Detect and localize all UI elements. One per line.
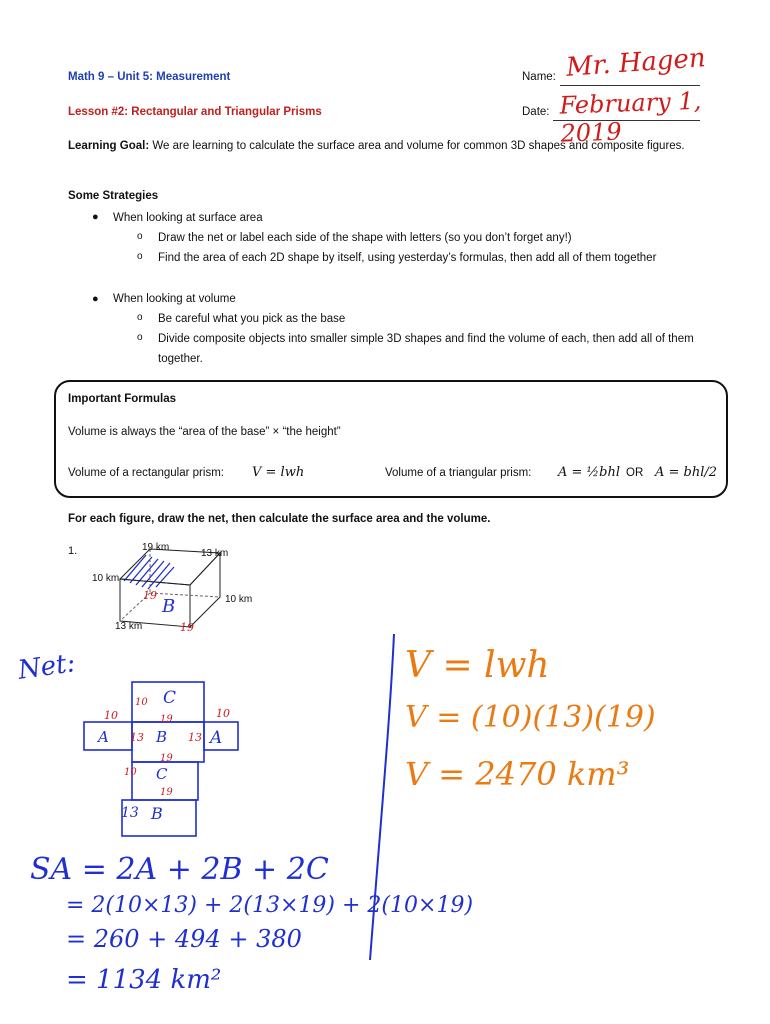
annot-face-b: B bbox=[162, 596, 176, 617]
name-label: Name: bbox=[522, 71, 556, 83]
dim-top-depth: 13 km bbox=[201, 548, 229, 559]
circle-bullet-icon: o bbox=[137, 251, 143, 262]
learning-goal-label: Learning Goal: bbox=[68, 140, 150, 152]
sa-line-1: SA = 2A + 2B + 2C bbox=[30, 852, 329, 887]
strategy-subitem: Draw the net or label each side of the shape with letters (so you don’t forget any!) bbox=[158, 232, 572, 244]
volume-line-2: V = (10)(13)(19) bbox=[405, 700, 656, 735]
or-label: OR bbox=[626, 467, 644, 479]
dim-top-length: 19 km bbox=[142, 542, 170, 553]
tri-prism-formula-1: A = ½bhl bbox=[558, 465, 620, 480]
net-a-left-top: 10 bbox=[104, 709, 118, 722]
net-c2-side: 10 bbox=[124, 767, 137, 778]
course-title: Math 9 – Unit 5: Measurement bbox=[68, 71, 231, 83]
instruction: For each figure, draw the net, then calculate the surface area and the volume. bbox=[68, 513, 491, 525]
net-c1-side: 10 bbox=[135, 697, 148, 708]
circle-bullet-icon: o bbox=[137, 332, 143, 343]
tri-prism-formula-2: A = bhl/2 bbox=[655, 465, 718, 480]
tri-prism-label: Volume of a triangular prism: bbox=[385, 467, 532, 479]
strategy-subitem: Find the area of each 2D shape by itself, using yesterday’s formulas, then add all of them together bbox=[158, 252, 657, 264]
name-line bbox=[560, 85, 700, 86]
sa-line-3: = 260 + 494 + 380 bbox=[66, 925, 302, 953]
net-c1-bottom: 19 bbox=[160, 714, 173, 725]
circle-bullet-icon: o bbox=[137, 231, 143, 242]
dim-bottom-depth: 13 km bbox=[115, 621, 143, 632]
net-b2-side: 13 bbox=[121, 805, 139, 821]
sa-line-2: = 2(10×13) + 2(13×19) + 2(10×19) bbox=[66, 893, 474, 918]
strategy-item: When looking at surface area bbox=[113, 212, 263, 224]
net-face-c2: C bbox=[156, 765, 168, 783]
bullet-icon: ● bbox=[92, 293, 99, 305]
net-b1-left: 13 bbox=[130, 731, 144, 744]
learning-goal-text: We are learning to calculate the surface area and volume for common 3D shapes and composite figures. bbox=[152, 140, 685, 152]
volume-line-3: V = 2470 km³ bbox=[405, 755, 630, 793]
net-face-a-right: A bbox=[210, 728, 223, 748]
dim-right-height: 10 km bbox=[225, 594, 253, 605]
handwritten-divider bbox=[360, 630, 400, 970]
date-handwriting: February 1, 2019 bbox=[559, 86, 702, 148]
net-a-right-top: 10 bbox=[216, 707, 230, 720]
formulas-heading: Important Formulas bbox=[68, 393, 176, 405]
volume-line-1: V = lwh bbox=[405, 645, 550, 686]
date-label: Date: bbox=[522, 106, 550, 118]
name-handwriting: Mr. Hagen bbox=[565, 43, 707, 83]
rect-prism-formula: V = lwh bbox=[252, 465, 305, 480]
net-label: Net: bbox=[16, 648, 78, 686]
net-face-b1: B bbox=[156, 728, 168, 746]
circle-bullet-icon: o bbox=[137, 312, 143, 323]
net-face-b2: B bbox=[151, 804, 163, 823]
rect-prism-label: Volume of a rectangular prism: bbox=[68, 467, 224, 479]
sa-line-4: = 1134 km² bbox=[66, 965, 222, 995]
strategy-subitem: Be careful what you pick as the base bbox=[158, 313, 346, 325]
net-c2-top: 19 bbox=[160, 753, 173, 764]
annot-19-mid: 19 bbox=[143, 589, 157, 602]
net-c2-bottom: 19 bbox=[160, 787, 173, 798]
annot-19-bottom: 19 bbox=[180, 621, 194, 634]
net-face-c1: C bbox=[163, 688, 177, 708]
strategies-heading: Some Strategies bbox=[68, 190, 159, 202]
net-b1-right: 13 bbox=[188, 731, 202, 744]
bullet-icon: ● bbox=[92, 211, 99, 223]
dim-left-height: 10 km bbox=[92, 573, 120, 584]
volume-rule: Volume is always the “area of the base” × “the height” bbox=[68, 426, 341, 438]
lesson-title: Lesson #2: Rectangular and Triangular Prisms bbox=[68, 106, 322, 118]
net-face-a-left: A bbox=[98, 728, 109, 746]
learning-goal bbox=[68, 136, 708, 156]
problem-number: 1. bbox=[68, 545, 78, 557]
strategy-subitem: Divide composite objects into smaller simple 3D shapes and find the volume of each, then add all of them together. bbox=[158, 333, 694, 365]
strategy-item: When looking at volume bbox=[113, 293, 236, 305]
